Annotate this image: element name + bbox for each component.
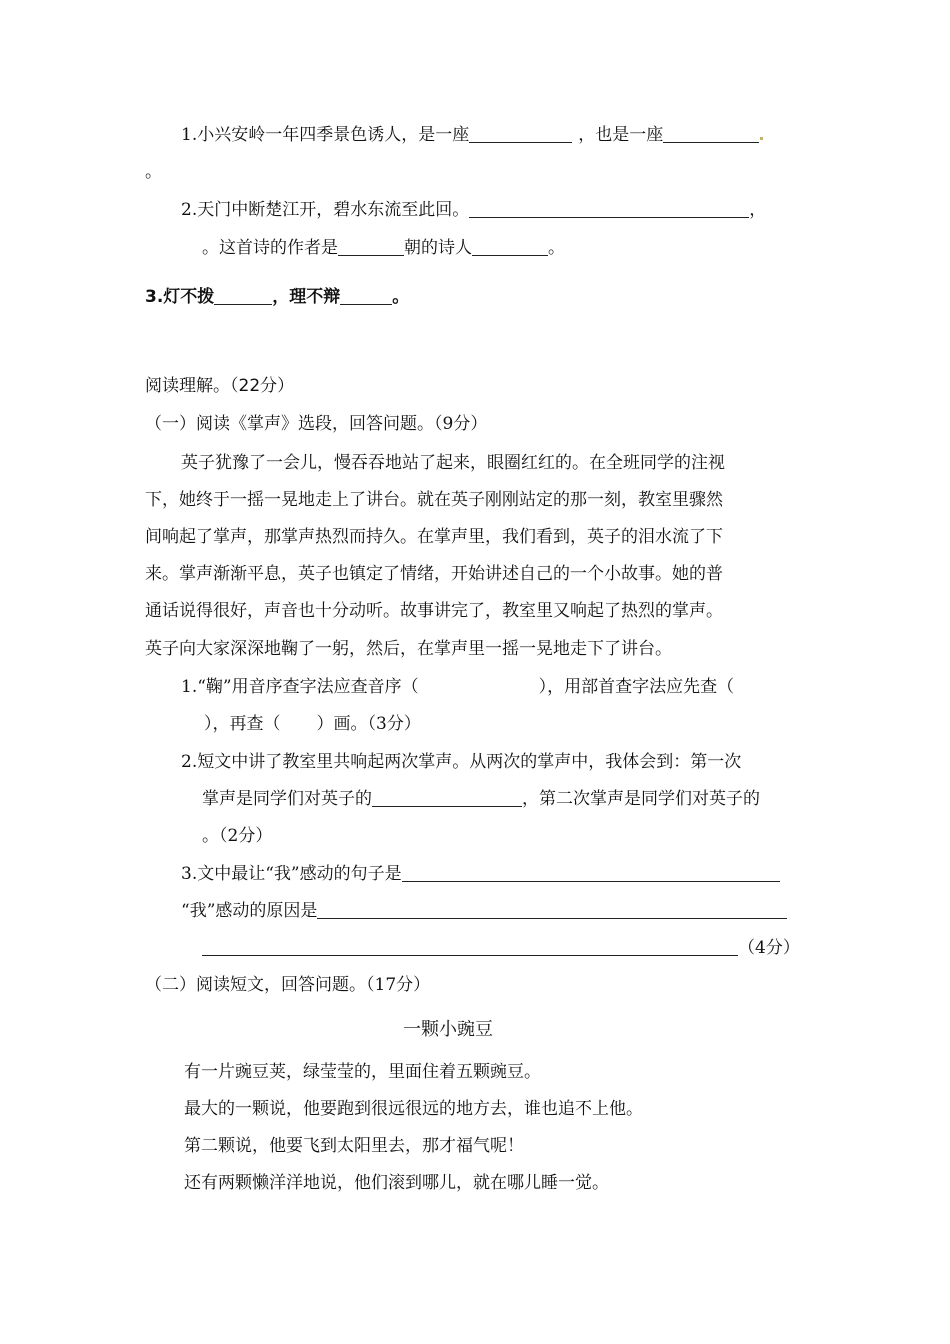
p1q3-score: （4分） xyxy=(738,938,800,958)
q2-end: 。 xyxy=(548,238,565,258)
p1q2-text-d: 。（2分） xyxy=(202,826,273,846)
part2-passage-line-1: 有一片豌豆荚，绿莹莹的，里面住着五颗豌豆。 xyxy=(184,1062,541,1082)
p1q1-text-b: ），用部首查字法应先查（ xyxy=(538,677,735,697)
p1q1-number: 1. xyxy=(181,677,198,697)
part2-passage-line-3: 第二颗说，他要飞到太阳里去，那才福气呢！ xyxy=(184,1136,524,1156)
part1-passage-line-4: 来。掌声渐渐平息，英子也镇定了情绪，开始讲述自己的一个小故事。她的普 xyxy=(145,564,723,584)
q1-blank-2[interactable] xyxy=(663,124,759,143)
q3-text-a: 灯不拨 xyxy=(163,287,215,307)
part1-q3-line1 xyxy=(181,862,780,886)
p1q1-text-a: “鞠”用音序查字法应查音序（ xyxy=(197,677,419,697)
q3-blank-2[interactable] xyxy=(340,286,392,305)
part1-q2-line3 xyxy=(202,824,272,848)
part1-q3-line3 xyxy=(202,936,800,960)
p1q3-blank-1[interactable] xyxy=(402,863,780,882)
part1-passage-line-3: 间响起了掌声，那掌声热烈而持久。在掌声里，我们看到，英子的泪水流了下 xyxy=(145,527,723,547)
q3-number: 3. xyxy=(145,287,164,307)
q2-number: 2. xyxy=(181,200,198,220)
q1-blank-1[interactable] xyxy=(469,124,572,143)
q2-blank-2[interactable] xyxy=(338,237,404,256)
q2-text-a: 天门中断楚江开，碧水东流至此回。 xyxy=(197,200,470,220)
p1q3-blank-2[interactable] xyxy=(317,900,787,919)
fill-q2-line1 xyxy=(181,198,766,222)
part2-title: 一颗小豌豆 xyxy=(403,1019,493,1040)
p1q2-number: 2. xyxy=(181,752,198,772)
q2-blank-1[interactable] xyxy=(469,199,749,218)
p1q3-text-a: 文中最让“我”感动的句子是 xyxy=(197,864,402,884)
fill-q2-line2 xyxy=(202,236,565,260)
q2-blank-3[interactable] xyxy=(472,237,548,256)
part1-passage-line-5: 通话说得很好，声音也十分动听。故事讲完了，教室里又响起了热烈的掌声。 xyxy=(145,601,723,621)
part1-q2-line1 xyxy=(181,750,741,774)
part1-q1-line1 xyxy=(181,675,734,699)
p1q2-text-a: 短文中讲了教室里共响起两次掌声。从两次的掌声中，我体会到：第一次 xyxy=(197,752,742,772)
q2-text-b: 。这首诗的作者是 xyxy=(202,238,338,258)
q3-end: 。 xyxy=(392,287,410,307)
q1-number: 1. xyxy=(181,125,198,145)
p1q1-text-c: ），再查（ xyxy=(204,714,281,734)
q3-blank-1[interactable] xyxy=(214,286,272,305)
part2-passage-line-4: 还有两颗懒洋洋地说，他们滚到哪儿，就在哪儿睡一觉。 xyxy=(184,1173,609,1193)
p1q2-blank-1[interactable] xyxy=(372,788,522,807)
fill-q3-line xyxy=(145,285,409,309)
fill-q1-line1 xyxy=(181,123,763,147)
p1q1-text-d: ）画。（3分） xyxy=(316,714,421,734)
part1-heading: （一）阅读《掌声》选段，回答问题。（9分） xyxy=(145,414,488,434)
part1-q2-line2 xyxy=(202,787,760,811)
part1-passage-line-2: 下，她终于一摇一晃地走上了讲台。就在英子刚刚站定的那一刻，教室里骤然 xyxy=(145,490,723,510)
q3-text-b: ，理不辩 xyxy=(272,287,341,307)
q1-text-b: ，也是一座 xyxy=(578,125,664,145)
p1q3-number: 3. xyxy=(181,864,198,884)
fill-q1-line2 xyxy=(145,160,162,184)
q1-text-a: 小兴安岭一年四季景色诱人，是一座 xyxy=(197,125,470,145)
q1-wrap-end: 。 xyxy=(145,162,162,182)
part1-q3-line2 xyxy=(181,899,787,923)
part2-heading: （二）阅读短文，回答问题。（17分） xyxy=(145,975,431,995)
q2-comma: ， xyxy=(749,200,767,220)
p1q3-blank-3[interactable] xyxy=(202,937,738,956)
part1-q1-line2 xyxy=(202,712,421,736)
q1-dot-mark xyxy=(760,137,763,140)
p1q2-text-b: 掌声是同学们对英子的 xyxy=(202,789,372,809)
p1q3-text-b: “我”感动的原因是 xyxy=(181,901,318,921)
part2-passage-line-2: 最大的一颗说，他要跑到很远很远的地方去，谁也追不上他。 xyxy=(184,1099,643,1119)
part1-passage-line-6: 英子向大家深深地鞠了一躬，然后，在掌声里一摇一晃地走下了讲台。 xyxy=(145,639,672,659)
q2-text-c: 朝的诗人 xyxy=(404,238,472,258)
part1-passage-line-1: 英子犹豫了一会儿，慢吞吞地站了起来，眼圈红红的。在全班同学的注视 xyxy=(181,453,725,473)
reading-heading: 阅读理解。（22分） xyxy=(145,376,295,396)
p1q2-text-c: ，第二次掌声是同学们对英子的 xyxy=(522,789,760,809)
